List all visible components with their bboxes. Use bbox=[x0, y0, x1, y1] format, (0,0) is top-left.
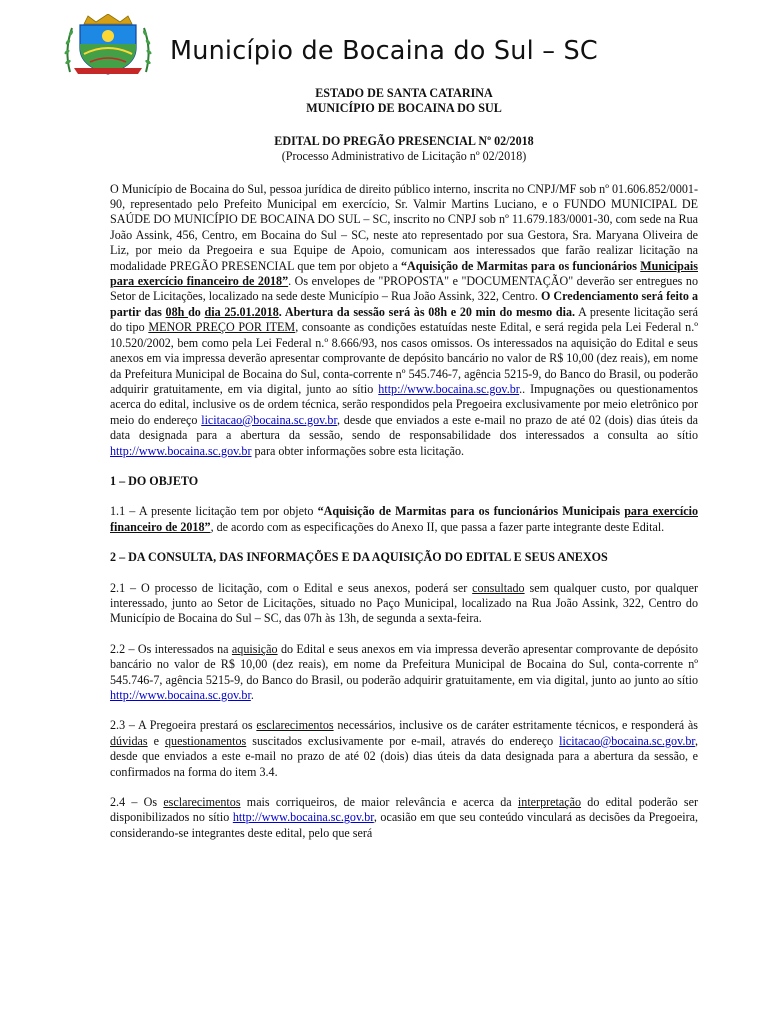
section-2-3-paragraph: 2.3 – A Pregoeira prestará os esclarecimentos necessários, inclusive os de caráter estritamente técnicos, e responderá às dúvidas e questionamentos suscitados exclusivamente por e-mail, através do endereço licitacao@bocaina.sc.gov.br, desde que enviados a este e-mail no prazo de até 02 (dois) dias úteis da data designada para a abertura da sessão, e confirmados na forma do item 3.4. bbox=[110, 718, 698, 779]
state-heading: ESTADO DE SANTA CATARINA bbox=[315, 86, 493, 100]
section-1-heading: 1 – DO OBJETO bbox=[110, 473, 199, 488]
website-link[interactable]: http://www.bocaina.sc.gov.br bbox=[232, 810, 374, 825]
municipality-heading: MUNICÍPIO DE BOCAINA DO SUL bbox=[306, 101, 502, 116]
section-2-heading: 2 – DA CONSULTA, DAS INFORMAÇÕES E DA AQUISIÇÃO DO EDITAL E SEUS ANEXOS bbox=[110, 550, 608, 565]
website-link[interactable]: http://www.bocaina.sc.gov.br bbox=[378, 381, 520, 396]
edital-title: EDITAL DO PREGÃO PRESENCIAL Nº 02/2018 bbox=[274, 133, 534, 148]
section-2-1-paragraph: 2.1 – O processo de licitação, com o Edital e seus anexos, poderá ser consultado sem qualquer custo, por qualquer interessado, junto ao Setor de Licitações, situado no Paço Municipal, localizado na Rua João Assink, 322, Centro do Município de Bocaina do Sul – SC, das 07h às 13h, de segunda a sexta-feira. bbox=[110, 580, 698, 626]
section-2-2-paragraph: 2.2 – Os interessados na aquisição do Edital e seus anexos em via impressa deverão apresentar comprovante de depósito bancário no valor de R$ 10,00 (dez reais), em nome da Prefeitura Municipal de Bocaina do Sul, conta-corrente nº 545.746-7, agência 5215-9, do Banco do Brasil, ou poderão adquirir gratuitamente, em via digital, junto ao junto ao sítio http://www.bocaina.sc.gov.br. bbox=[110, 641, 698, 702]
email-link[interactable]: licitacao@bocaina.sc.gov.br bbox=[201, 412, 337, 427]
intro-paragraph: O Município de Bocaina do Sul, pessoa jurídica de direito público interno, inscrita no CNPJ/MF sob nº 01.606.852/0001-90, representado pelo Prefeito Municipal em exercício, Sr. Valmir Martins Luciano, e o FUNDO MUNICIPAL DE SAÚDE DO MUNICÍPIO DE BOCAINA DO SUL – SC, inscrito no CNPJ sob nº 11.679.183/0001-30, com sede na Rua João Assink, 456, Centro, em Bocaina do Sul – SC, neste ato representado por sua Gestora, Sra. Maryana Oliveira de Liz, por meio da Pregoeira e sua Equipe de Apoio, comunicam aos interessados que farão realizar licitação na modalidade PREGÃO PRESENCIAL que tem por objeto a “Aquisição de Marmitas para os funcionários Municipais para exercício financeiro de 2018”. Os envelopes de "PROPOSTA" e "DOCUMENTAÇÃO" deverão ser entregues no Setor de Licitações, localizado na sede deste Município – Rua João Assink, 322, Centro. O Credenciamento será feito a partir das 08h do dia 25.01.2018. Abertura da sessão será às 08h e 20 min do mesmo dia. A presente licitação será do tipo MENOR PREÇO POR ITEM, consoante as condições estatuídas neste Edital, e será regida pela Lei Federal n.º 10.520/2002, bem como pela Lei Federal n.º 8.666/93, nos casos omissos. Os interessados na aquisição do Edital e seus anexos em via impressa deverão apresentar comprovante de depósito bancário no valor de R$ 10,00 (dez reais), em nome da Prefeitura Municipal de Bocaina do Sul, conta-corrente nº 545.746-7, agência 5215-9, do Banco do Brasil, ou poderão adquirir gratuitamente, em via digital, junto ao sítio http://www.bocaina.sc.gov.br.. Impugnações ou questionamentos acerca do edital, inclusive os de ordem técnica, serão respondidos pela Pregoeira exclusivamente por meio eletrônico por meio do endereço licitacao@bocaina.sc.gov.br, desde que enviados a este e-mail no prazo de até 02 (dois) dias úteis da data designada para a abertura da sessão, sendo de responsabilidade dos interessados a consulta ao sítio http://www.bocaina.sc.gov.br para obter informações sobre esta licitação. bbox=[110, 181, 699, 458]
municipality-header-title: Município de Bocaina do Sul – SC bbox=[170, 36, 598, 66]
website-link[interactable]: http://www.bocaina.sc.gov.br bbox=[110, 443, 252, 458]
email-link[interactable]: licitacao@bocaina.sc.gov.br bbox=[559, 733, 695, 748]
municipal-coat-of-arms-icon bbox=[62, 14, 154, 76]
section-2-4-paragraph: 2.4 – Os esclarecimentos mais corriqueiros, de maior relevância e acerca da interpretação do edital poderão ser disponibilizados no sítio http://www.bocaina.sc.gov.br, ocasião em que seu conteúdo vinculará as decisões da Pregoeira, considerando-se integrantes deste edital, pelo que será bbox=[110, 795, 698, 840]
process-number: (Processo Administrativo de Licitação nº 02/2018) bbox=[281, 149, 527, 164]
page-header bbox=[62, 10, 702, 76]
website-link[interactable]: http://www.bocaina.sc.gov.br bbox=[110, 688, 251, 702]
section-1-1-paragraph: 1.1 – A presente licitação tem por objeto “Aquisição de Marmitas para os funcionários Municipais para exercício financeiro de 2018”, de acordo com as especificações do Anexo II, que passa a fazer parte integrante deste Edital. bbox=[110, 504, 698, 534]
edital-document-body bbox=[110, 86, 698, 841]
